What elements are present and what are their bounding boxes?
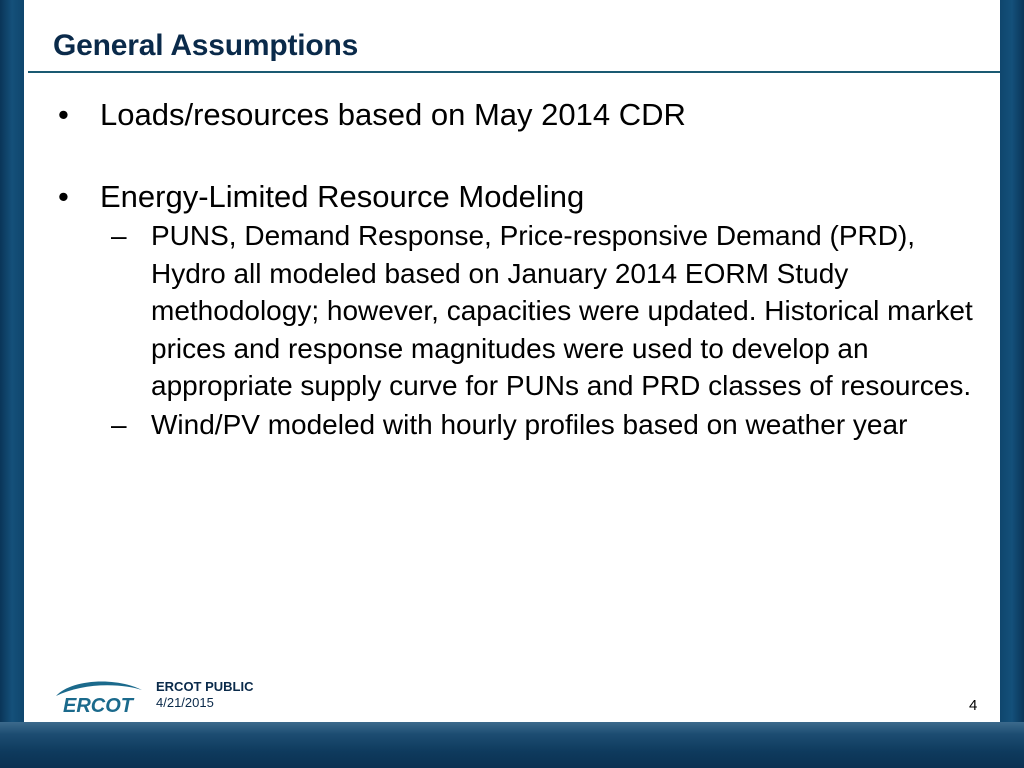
classification-label: ERCOT PUBLIC bbox=[156, 679, 254, 694]
bottom-band bbox=[0, 722, 1024, 768]
sub-bullet-item bbox=[24, 406, 1000, 444]
slide-body bbox=[24, 96, 1000, 443]
footer-info bbox=[156, 679, 254, 711]
bullet-item bbox=[24, 96, 1000, 134]
sub-bullet-marker: – bbox=[111, 408, 127, 440]
footer-date: 4/21/2015 bbox=[156, 695, 214, 710]
logo-wordmark: ERCOT bbox=[63, 695, 133, 717]
page-number: 4 bbox=[969, 697, 978, 714]
bullet-text: Loads/resources based on May 2014 CDR bbox=[100, 97, 686, 132]
sub-bullet-marker: – bbox=[111, 220, 127, 251]
slide-canvas bbox=[24, 0, 1000, 722]
slide-title: General Assumptions bbox=[53, 29, 359, 62]
logo-swoosh bbox=[56, 681, 142, 696]
ercot-logo bbox=[52, 676, 144, 718]
sub-bullet-text: Wind/PV modeled with hourly profiles based on weather year bbox=[151, 408, 908, 440]
bullet-text: Energy-Limited Resource Modeling bbox=[100, 179, 585, 214]
bullet-marker: • bbox=[58, 179, 69, 214]
title-divider bbox=[28, 71, 1000, 73]
bullet-item bbox=[24, 178, 1000, 216]
bullet-marker: • bbox=[58, 97, 69, 132]
sub-bullet-text: PUNS, Demand Response, Price-responsive Demand (PRD), Hydro all modeled based on January 2014 EORM Study methodology; however, capacities were updated. Historical market prices and response magnitudes were used to develop an appropriate supply curve for PUNs and PRD classes of resources. bbox=[151, 220, 973, 401]
sub-bullet-item bbox=[24, 217, 1000, 405]
